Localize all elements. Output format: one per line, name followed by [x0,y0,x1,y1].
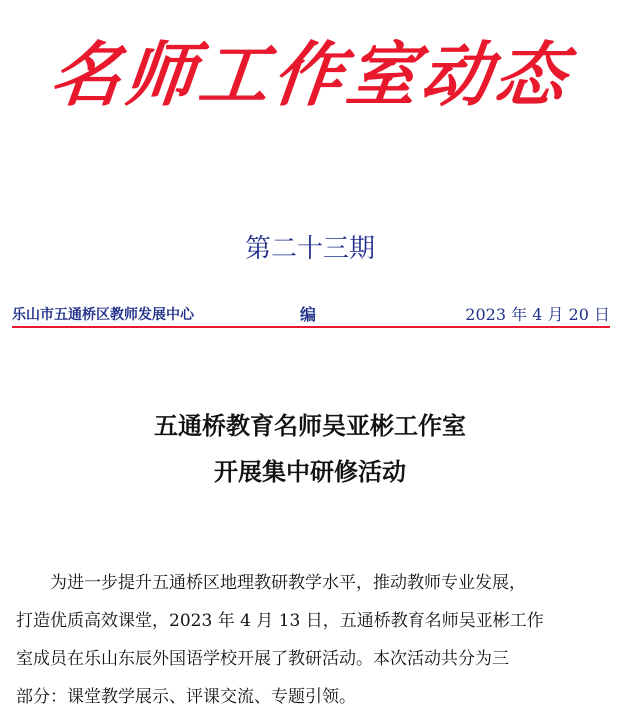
publisher: 乐山市五通桥区教师发展中心 [12,307,194,323]
body-line: 部分：课堂教学展示、评课交流、专题引领。 [16,687,356,707]
edited-label: 编 [300,305,317,324]
issue-number: 第二十三期 [244,234,375,264]
article-body [16,564,608,716]
article-title-line: 开展集中研修活动 [214,457,406,486]
article-title [0,403,620,495]
publish-date: 2023 年 4 月 20 日 [465,305,610,324]
masthead [0,34,620,116]
masthead-title: 名师工作室动态 [46,34,574,116]
body-line: 室成员在乐山东辰外国语学校开展了教研活动。本次活动共分为三 [16,649,509,669]
body-line: 打造优质高效课堂，2023 年 4 月 13 日，五通桥教育名师吴亚彬工作 [16,611,544,631]
header-rule [12,326,610,328]
body-line: 为进一步提升五通桥区地理教研教学水平，推动教师专业发展， [16,573,526,593]
article-title-line: 五通桥教育名师吴亚彬工作室 [154,411,466,440]
info-row [12,302,610,324]
